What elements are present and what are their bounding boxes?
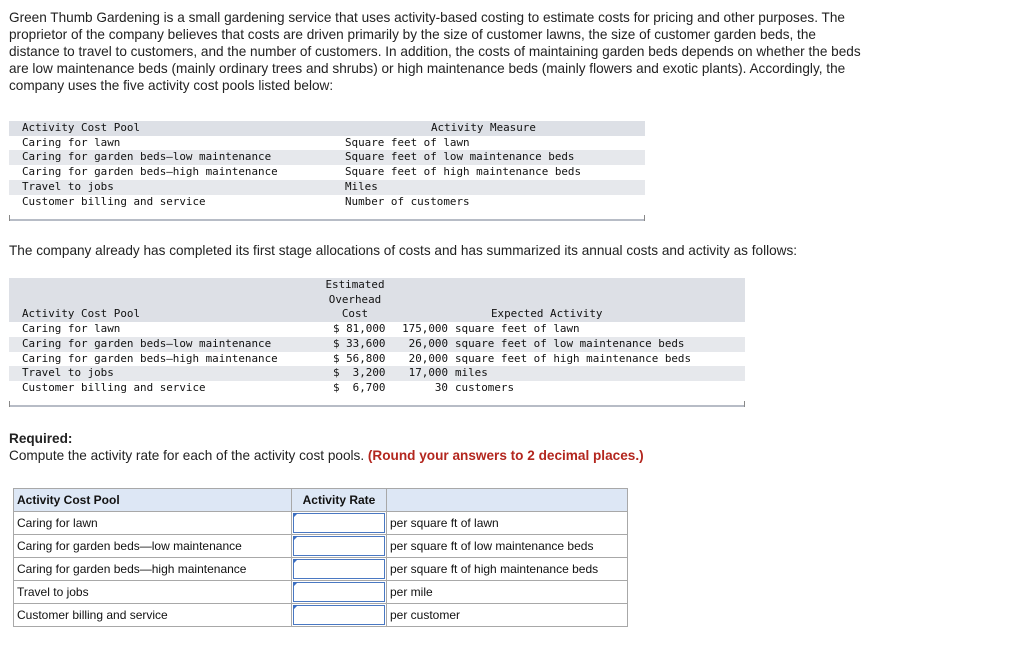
answer-pool-name: Customer billing and service	[14, 603, 292, 626]
activity-rate-input-travel[interactable]	[293, 582, 385, 602]
table-header-row	[9, 278, 745, 293]
table-header-row	[9, 293, 745, 308]
table-row	[9, 136, 645, 151]
activity-unit: square feet of lawn	[455, 322, 580, 336]
table-bottom-rule	[9, 219, 645, 221]
header-cost-line1: Estimated	[319, 278, 391, 293]
answer-pool-name: Caring for garden beds—low maintenance	[14, 534, 292, 557]
answer-row	[14, 580, 628, 603]
pool-name: Caring for garden beds–high maintenance	[22, 165, 278, 179]
activity-rate-input-billing[interactable]	[293, 605, 385, 625]
table-row	[9, 180, 645, 195]
table-row	[9, 165, 645, 180]
pool-name: Caring for lawn	[22, 322, 121, 336]
required-instruction	[9, 448, 644, 463]
activity-rate-input-high-maintenance[interactable]	[293, 559, 385, 579]
answer-row	[14, 511, 628, 534]
activity-pools-table	[9, 121, 645, 209]
header-expected-activity: Expected Activity	[455, 307, 745, 322]
table-header-row	[9, 121, 645, 136]
table-row	[9, 337, 745, 352]
answer-unit: per customer	[387, 603, 628, 626]
answer-unit: per square ft of lawn	[387, 511, 628, 534]
activity-unit: miles	[455, 366, 745, 381]
answer-row	[14, 557, 628, 580]
table-row	[9, 150, 645, 165]
activity-quantity: 20,000	[408, 351, 448, 365]
activity-rate-input-low-maintenance[interactable]	[293, 536, 385, 556]
overhead-cost: $ 56,800	[333, 351, 386, 365]
table-bottom-rule	[9, 405, 745, 407]
activity-quantity: 30	[434, 380, 448, 394]
table-header-row	[9, 307, 745, 322]
pool-name: Travel to jobs	[9, 366, 319, 381]
rounding-note: (Round your answers to 2 decimal places.)	[367, 448, 644, 463]
answer-unit: per square ft of low maintenance beds	[387, 534, 628, 557]
activity-quantity: 175,000	[402, 322, 448, 336]
activity-unit: square feet of high maintenance beds	[455, 351, 692, 365]
pool-name: Customer billing and service	[22, 194, 206, 208]
activity-unit: customers	[455, 380, 515, 394]
answer-pool-name: Caring for lawn	[14, 511, 292, 534]
table-row	[9, 352, 745, 367]
answer-header-pool: Activity Cost Pool	[14, 489, 292, 512]
pool-measure: Number of customers	[345, 194, 470, 208]
required-text: Compute the activity rate for each of the activity cost pools.	[9, 448, 365, 463]
answer-row	[14, 603, 628, 626]
pool-measure: Square feet of lawn	[345, 135, 470, 149]
problem-intro: Green Thumb Gardening is a small gardening service that uses activity-based costing to estimate costs for pricing and other purposes. The proprietor of the company believes that costs are driven primarily by the size of customer lawns, the size of customer garden beds, the distance to travel to customers, and the number of customers. In addition, the costs of maintaining garden beds depends on whether the beds are low maintenance beds (mainly ordinary trees and shrubs) or high maintenance beds (mainly flowers and exotic plants). Accordingly, the company uses the five activity cost pools listed below:	[9, 10, 861, 93]
pool-name: Travel to jobs	[9, 180, 345, 195]
required-label: Required:	[9, 431, 73, 446]
answer-header-row	[14, 489, 628, 512]
header-activity-cost-pool: Activity Cost Pool	[9, 307, 319, 322]
pool-measure: Miles	[345, 180, 645, 195]
pool-name: Caring for garden beds–low maintenance	[9, 150, 345, 165]
answer-table	[13, 488, 628, 627]
overhead-cost: $ 3,200	[319, 366, 391, 381]
header-cost-line3: Cost	[319, 307, 391, 322]
table-row	[9, 381, 745, 396]
activity-rate-input-lawn[interactable]	[293, 513, 385, 533]
table-row	[9, 195, 645, 210]
activity-unit: square feet of low maintenance beds	[455, 337, 745, 352]
pool-measure: Square feet of low maintenance beds	[345, 150, 645, 165]
answer-header-rate: Activity Rate	[292, 489, 387, 512]
header-activity-cost-pool: Activity Cost Pool	[9, 121, 345, 136]
table-row	[9, 366, 745, 381]
answer-row	[14, 534, 628, 557]
pool-name: Customer billing and service	[22, 380, 206, 394]
pool-name: Caring for garden beds–high maintenance	[22, 351, 278, 365]
pool-name: Caring for lawn	[22, 135, 121, 149]
table-row	[9, 322, 745, 337]
overhead-cost: $ 6,700	[333, 380, 386, 394]
summary-sentence: The company already has completed its first stage allocations of costs and has summarized its annual costs and activity as follows:	[9, 243, 798, 258]
pool-name: Caring for garden beds–low maintenance	[9, 337, 319, 352]
header-cost-line2: Overhead	[319, 293, 391, 308]
header-activity-measure: Activity Measure	[345, 121, 645, 136]
answer-pool-name: Caring for garden beds—high maintenance	[14, 557, 292, 580]
activity-quantity: 26,000	[391, 337, 455, 352]
answer-unit: per square ft of high maintenance beds	[387, 557, 628, 580]
overhead-cost: $ 81,000	[333, 322, 386, 336]
overhead-cost: $ 33,600	[319, 337, 391, 352]
cost-activity-table	[9, 278, 745, 396]
answer-pool-name: Travel to jobs	[14, 580, 292, 603]
activity-quantity: 17,000	[391, 366, 455, 381]
pool-measure: Square feet of high maintenance beds	[345, 165, 582, 179]
answer-unit: per mile	[387, 580, 628, 603]
